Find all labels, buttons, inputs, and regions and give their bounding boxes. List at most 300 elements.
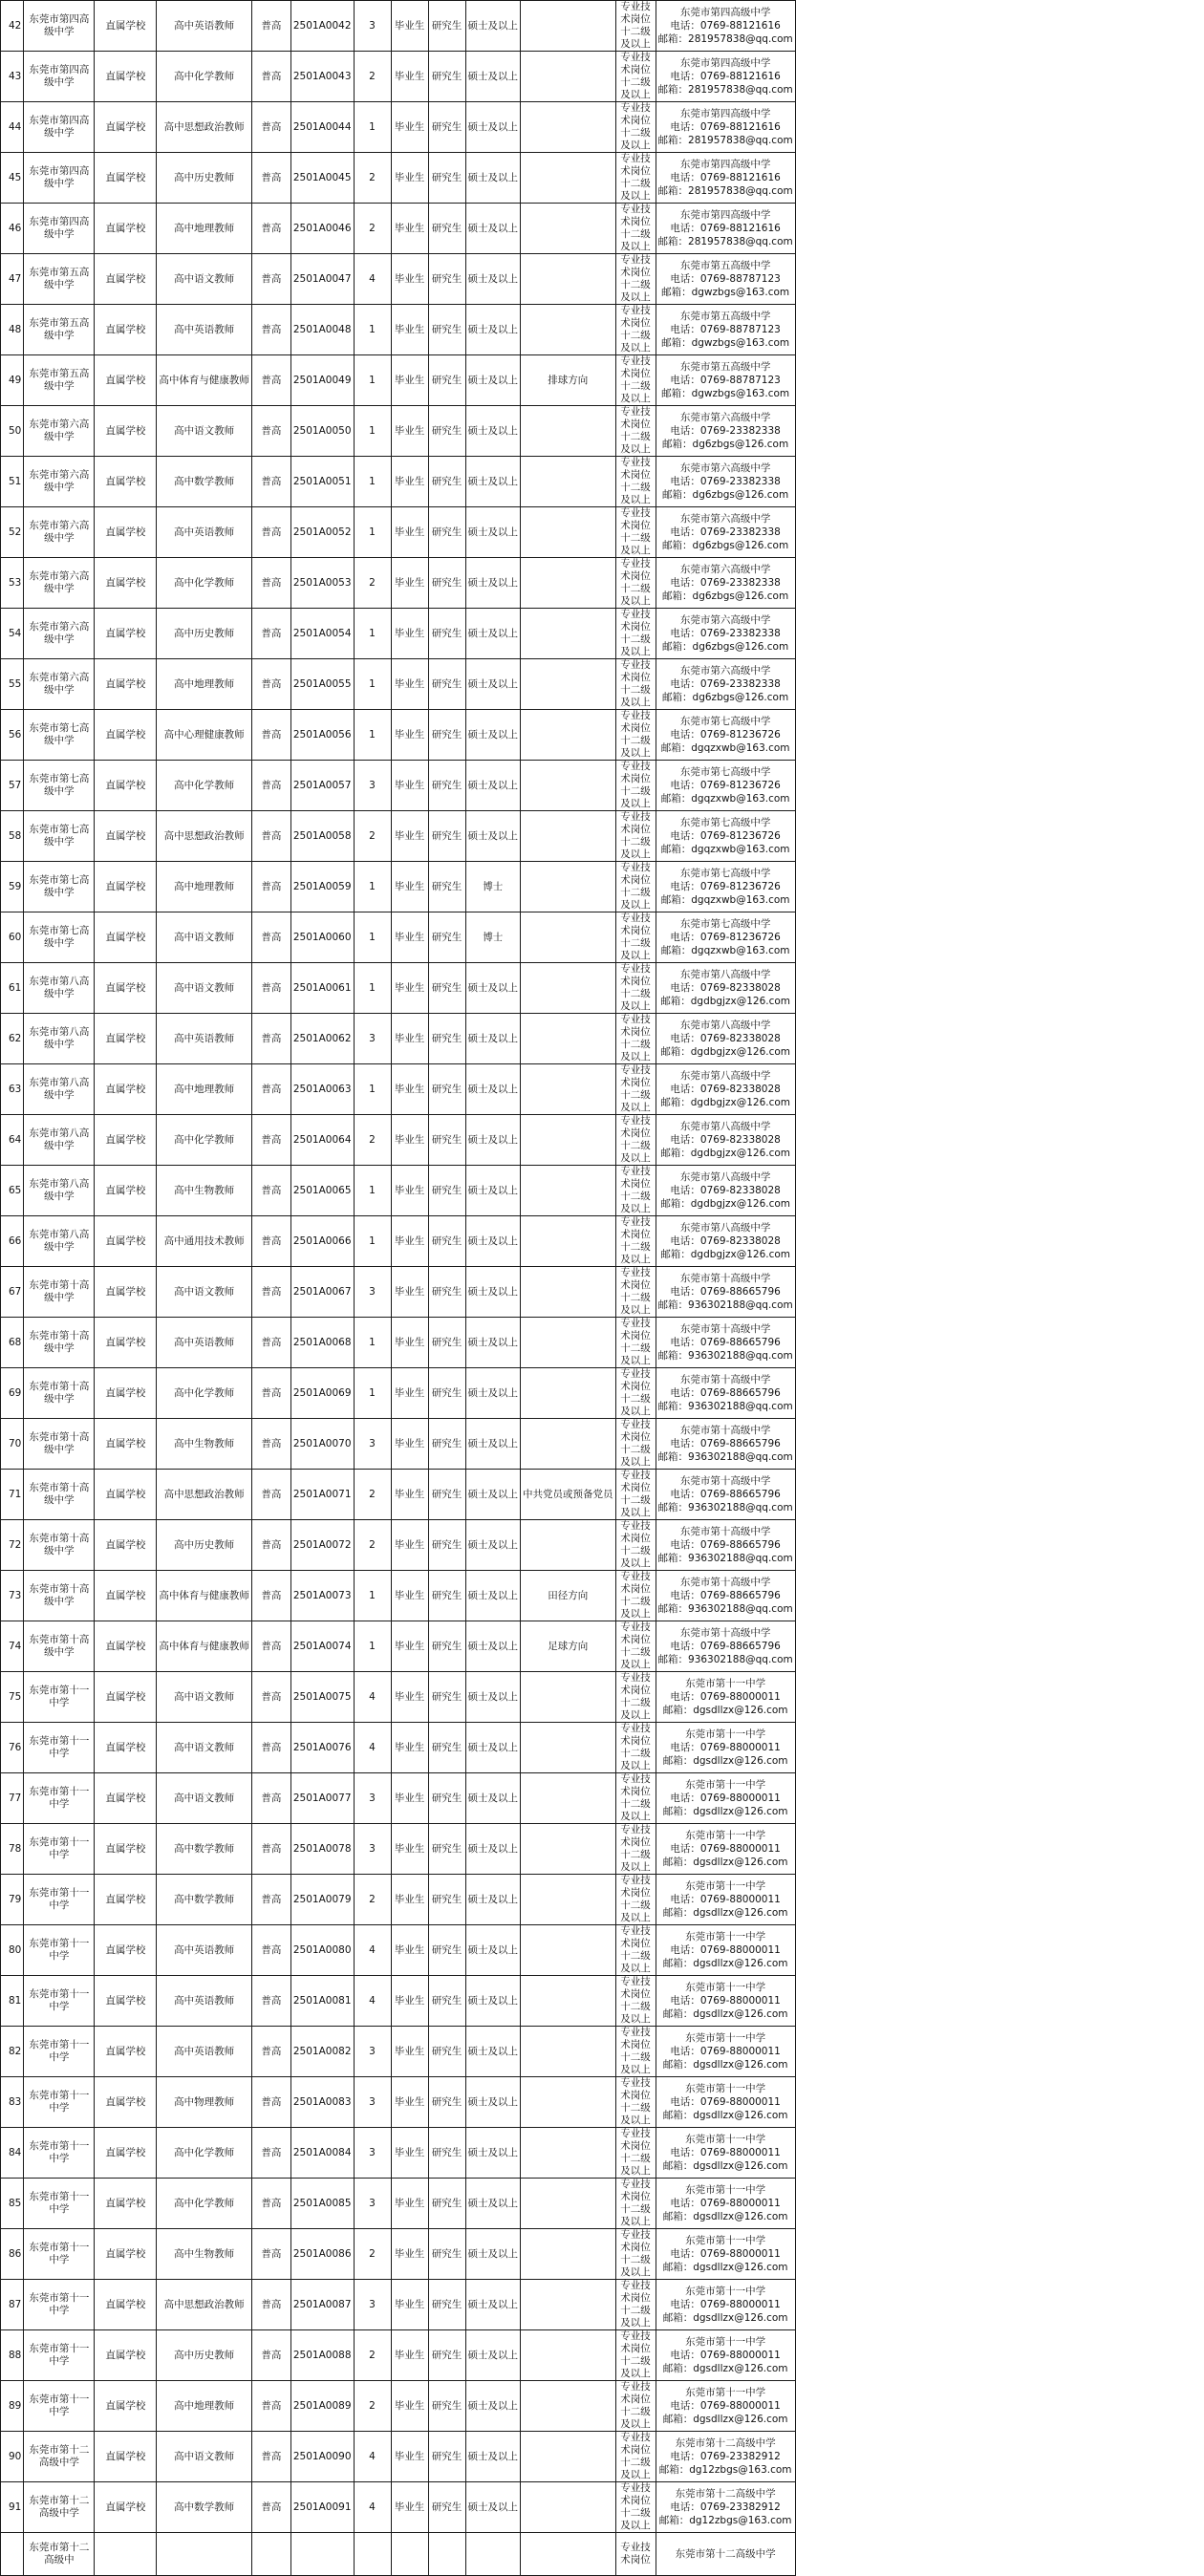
position-name: 高中生物教师 [157,2229,252,2280]
row-number: 90 [1,2432,24,2482]
contact-phone: 电话：0769-88000011 [670,1742,781,1753]
headcount: 2 [354,1115,391,1166]
school-level: 普高 [251,254,290,305]
contact-info [656,153,795,204]
row-number: 45 [1,153,24,204]
candidate-type: 毕业生 [391,153,428,204]
school-level: 普高 [251,204,290,254]
contact-email: 邮箱：dgsdllzx@126.com [662,1806,788,1817]
education: 研究生 [428,1115,465,1166]
headcount: 4 [354,1723,391,1773]
blank-column [795,1267,873,1318]
headcount: 1 [354,710,391,761]
school-type: 直属学校 [95,1064,157,1115]
contact-info [656,2533,795,2576]
contact-email: 邮箱：dgqzxwb@163.com [660,894,790,906]
position-code: 2501A0070 [290,1419,354,1470]
school-type: 直属学校 [95,1824,157,1875]
table-row [1,963,874,1014]
position-name: 高中地理教师 [157,204,252,254]
position-grade: 专业技术岗位十二级及以上 [615,862,656,912]
contact-email: 邮箱：281957838@qq.com [657,33,793,45]
row-number: 46 [1,204,24,254]
other-requirement: 田径方向 [521,1571,616,1621]
position-name: 高中历史教师 [157,153,252,204]
school-type: 直属学校 [95,862,157,912]
candidate-type: 毕业生 [391,2027,428,2077]
other-requirement [521,1875,616,1925]
contact-phone: 电话：0769-81236726 [670,729,781,741]
contact-phone: 电话：0769-23382338 [670,425,781,437]
school-type: 直属学校 [95,1368,157,1419]
contact-info [656,912,795,963]
position-code: 2501A0064 [290,1115,354,1166]
degree: 硕士及以上 [465,1875,521,1925]
candidate-type: 毕业生 [391,1672,428,1723]
contact-phone: 电话：0769-82338028 [670,1185,781,1196]
degree: 硕士及以上 [465,406,521,457]
other-requirement [521,2229,616,2280]
education: 研究生 [428,1267,465,1318]
contact-school: 东莞市第十高级中学 [679,1627,771,1639]
row-number: 81 [1,1976,24,2027]
education: 研究生 [428,710,465,761]
blank-column [795,2179,873,2229]
contact-school: 东莞市第四高级中学 [679,159,771,170]
education: 研究生 [428,254,465,305]
position-grade: 专业技术岗位十二级及以上 [615,2179,656,2229]
position-name: 高中历史教师 [157,2330,252,2381]
contact-phone: 电话：0769-88000011 [670,1792,781,1804]
contact-school: 东莞市第十高级中学 [679,1374,771,1385]
blank-column [795,558,873,609]
school-type: 直属学校 [95,2128,157,2179]
contact-info [656,1976,795,2027]
employer-name: 东莞市第十一中学 [24,2128,95,2179]
contact-email: 邮箱：281957838@qq.com [657,135,793,146]
contact-school: 东莞市第十一中学 [685,2336,766,2348]
table-row [1,1723,874,1773]
position-name: 高中历史教师 [157,609,252,659]
contact-school: 东莞市第八高级中学 [679,1070,771,1082]
contact-school: 东莞市第十一中学 [685,2134,766,2145]
position-name: 高中化学教师 [157,52,252,102]
degree: 硕士及以上 [465,2330,521,2381]
employer-name: 东莞市第十一中学 [24,2027,95,2077]
employer-name: 东莞市第十二高级中学 [24,2432,95,2482]
contact-info [656,2280,795,2330]
blank-column [795,1115,873,1166]
contact-phone: 电话：0769-88665796 [670,1286,781,1298]
candidate-type: 毕业生 [391,1267,428,1318]
headcount: 2 [354,2381,391,2432]
blank-column [795,1368,873,1419]
blank-column [795,2280,873,2330]
education: 研究生 [428,1014,465,1064]
headcount: 1 [354,912,391,963]
position-code: 2501A0050 [290,406,354,457]
contact-email: 邮箱：281957838@qq.com [657,84,793,96]
row-number: 61 [1,963,24,1014]
contact-school: 东莞市第十一中学 [685,1931,766,1943]
position-code: 2501A0072 [290,1520,354,1571]
contact-phone: 电话：0769-88000011 [670,2248,781,2260]
contact-info [656,507,795,558]
table-row [1,1773,874,1824]
row-number: 83 [1,2077,24,2128]
education: 研究生 [428,558,465,609]
table-row [1,1520,874,1571]
school-level [251,2533,290,2576]
school-level: 普高 [251,1773,290,1824]
table-row [1,305,874,355]
degree: 硕士及以上 [465,1,521,52]
position-grade: 专业技术岗位十二级及以上 [615,2280,656,2330]
position-name: 高中语文教师 [157,254,252,305]
contact-email: 邮箱：936302188@qq.com [657,1603,793,1615]
employer-name: 东莞市第八高级中学 [24,1115,95,1166]
contact-phone: 电话：0769-88000011 [670,2350,781,2361]
school-level: 普高 [251,1470,290,1520]
other-requirement: 中共党员或预备党员 [521,1470,616,1520]
headcount: 1 [354,1064,391,1115]
employer-name: 东莞市第八高级中学 [24,1064,95,1115]
position-grade: 专业技术岗位十二级及以上 [615,1115,656,1166]
education: 研究生 [428,457,465,507]
education: 研究生 [428,1470,465,1520]
blank-column [795,2128,873,2179]
position-name: 高中化学教师 [157,2128,252,2179]
position-grade: 专业技术岗位十二级及以上 [615,1672,656,1723]
row-number: 59 [1,862,24,912]
table-row [1,1216,874,1267]
degree: 硕士及以上 [465,1064,521,1115]
education: 研究生 [428,1925,465,1976]
table-row [1,254,874,305]
blank-column [795,1773,873,1824]
school-type [95,2533,157,2576]
candidate-type: 毕业生 [391,963,428,1014]
headcount: 2 [354,2330,391,2381]
contact-email: 邮箱：dgwzbgs@163.com [661,388,790,399]
other-requirement [521,2179,616,2229]
position-code: 2501A0043 [290,52,354,102]
contact-school: 东莞市第五高级中学 [679,260,771,271]
candidate-type: 毕业生 [391,305,428,355]
row-number: 57 [1,761,24,811]
position-grade: 专业技术岗位十二级及以上 [615,1368,656,1419]
degree: 博士 [465,862,521,912]
contact-email: 邮箱：dgdbgjzx@126.com [660,1097,791,1108]
candidate-type: 毕业生 [391,1,428,52]
contact-phone: 电话：0769-81236726 [670,780,781,791]
degree: 硕士及以上 [465,2482,521,2533]
blank-column [795,2432,873,2482]
table-row [1,2432,874,2482]
contact-phone: 电话：0769-88000011 [670,1894,781,1905]
contact-phone: 电话：0769-23382912 [670,2451,781,2462]
blank-column [795,862,873,912]
school-type: 直属学校 [95,2330,157,2381]
contact-school: 东莞市第七高级中学 [679,766,771,778]
degree: 硕士及以上 [465,1925,521,1976]
contact-email: 邮箱：dgdbgjzx@126.com [660,1249,791,1260]
degree: 硕士及以上 [465,1470,521,1520]
headcount: 2 [354,558,391,609]
other-requirement [521,811,616,862]
position-code: 2501A0055 [290,659,354,710]
position-code: 2501A0060 [290,912,354,963]
position-grade: 专业技术岗位十二级及以上 [615,912,656,963]
school-level: 普高 [251,2432,290,2482]
contact-email: 邮箱：dgdbgjzx@126.com [660,1148,791,1159]
school-type: 直属学校 [95,558,157,609]
position-code: 2501A0069 [290,1368,354,1419]
education: 研究生 [428,2027,465,2077]
degree: 硕士及以上 [465,1318,521,1368]
contact-info [656,254,795,305]
school-type: 直属学校 [95,2280,157,2330]
school-level: 普高 [251,761,290,811]
school-level: 普高 [251,2330,290,2381]
school-type: 直属学校 [95,204,157,254]
headcount: 4 [354,2432,391,2482]
contact-school: 东莞市第七高级中学 [679,817,771,828]
contact-phone: 电话：0769-88787123 [670,324,781,335]
contact-info [656,1925,795,1976]
position-code: 2501A0089 [290,2381,354,2432]
contact-email: 邮箱：dgsdllzx@126.com [662,2414,788,2425]
contact-phone: 电话：0769-81236726 [670,830,781,842]
other-requirement: 足球方向 [521,1621,616,1672]
employer-name: 东莞市第十一中学 [24,2229,95,2280]
employer-name: 东莞市第十高级中学 [24,1470,95,1520]
blank-column [795,2330,873,2381]
blank-column [795,1925,873,1976]
candidate-type: 毕业生 [391,1166,428,1216]
contact-phone: 电话：0769-88665796 [670,1590,781,1601]
contact-email: 邮箱：dg6zbgs@126.com [662,590,789,602]
position-code: 2501A0088 [290,2330,354,2381]
headcount: 3 [354,2280,391,2330]
school-level: 普高 [251,2381,290,2432]
education: 研究生 [428,305,465,355]
other-requirement [521,659,616,710]
candidate-type: 毕业生 [391,1824,428,1875]
degree: 硕士及以上 [465,2381,521,2432]
other-requirement [521,2482,616,2533]
other-requirement [521,2128,616,2179]
employer-name: 东莞市第十高级中学 [24,1520,95,1571]
blank-column [795,2229,873,2280]
candidate-type: 毕业生 [391,457,428,507]
position-name: 高中思想政治教师 [157,1470,252,1520]
position-grade: 专业技术岗位十二级及以上 [615,811,656,862]
contact-school: 东莞市第八高级中学 [679,1121,771,1132]
education: 研究生 [428,1976,465,2027]
school-type: 直属学校 [95,1267,157,1318]
employer-name: 东莞市第十二高级中 [24,2533,95,2576]
other-requirement [521,52,616,102]
candidate-type: 毕业生 [391,2381,428,2432]
candidate-type: 毕业生 [391,811,428,862]
degree: 硕士及以上 [465,558,521,609]
school-type: 直属学校 [95,1166,157,1216]
table-row [1,1571,874,1621]
row-number: 68 [1,1318,24,1368]
contact-school: 东莞市第七高级中学 [679,868,771,879]
other-requirement [521,1925,616,1976]
school-level: 普高 [251,1875,290,1925]
position-grade: 专业技术岗位十二级及以上 [615,1723,656,1773]
contact-school: 东莞市第十一中学 [685,1779,766,1791]
degree: 硕士及以上 [465,1166,521,1216]
table-row [1,355,874,406]
school-type: 直属学校 [95,406,157,457]
blank-column [795,153,873,204]
row-number: 55 [1,659,24,710]
degree: 硕士及以上 [465,1520,521,1571]
row-number: 74 [1,1621,24,1672]
position-grade: 专业技术岗位十二级及以上 [615,1014,656,1064]
school-level: 普高 [251,1976,290,2027]
contact-school: 东莞市第十高级中学 [679,1475,771,1487]
contact-phone: 电话：0769-88000011 [670,2147,781,2158]
school-type: 直属学校 [95,1014,157,1064]
headcount [354,2533,391,2576]
position-code: 2501A0066 [290,1216,354,1267]
degree: 硕士及以上 [465,1115,521,1166]
position-code: 2501A0062 [290,1014,354,1064]
row-number: 60 [1,912,24,963]
other-requirement [521,1064,616,1115]
row-number: 51 [1,457,24,507]
candidate-type: 毕业生 [391,710,428,761]
other-requirement [521,1976,616,2027]
row-number: 63 [1,1064,24,1115]
contact-phone: 电话：0769-88665796 [670,1387,781,1399]
degree: 硕士及以上 [465,1773,521,1824]
contact-school: 东莞市第十一中学 [685,1678,766,1689]
position-code: 2501A0065 [290,1166,354,1216]
school-type: 直属学校 [95,963,157,1014]
position-grade: 专业技术岗位十二级及以上 [615,558,656,609]
candidate-type: 毕业生 [391,1470,428,1520]
education: 研究生 [428,811,465,862]
contact-email: 邮箱：dgsdllzx@126.com [662,1857,788,1868]
school-level: 普高 [251,558,290,609]
employer-name: 东莞市第七高级中学 [24,862,95,912]
contact-school: 东莞市第十高级中学 [679,1577,771,1588]
school-level: 普高 [251,1368,290,1419]
other-requirement [521,2381,616,2432]
table-row [1,1925,874,1976]
employer-name: 东莞市第十一中学 [24,1723,95,1773]
row-number: 84 [1,2128,24,2179]
position-code: 2501A0054 [290,609,354,659]
education: 研究生 [428,1216,465,1267]
other-requirement [521,862,616,912]
table-row [1,102,874,153]
position-grade: 专业技术岗位十二级及以上 [615,1520,656,1571]
contact-school: 东莞市第八高级中学 [679,1020,771,1031]
position-name: 高中英语教师 [157,2027,252,2077]
contact-email: 邮箱：dgsdllzx@126.com [662,2363,788,2374]
education: 研究生 [428,659,465,710]
education: 研究生 [428,153,465,204]
contact-phone: 电话：0769-82338028 [670,1033,781,1044]
blank-column [795,204,873,254]
row-number: 50 [1,406,24,457]
row-number: 53 [1,558,24,609]
position-code: 2501A0085 [290,2179,354,2229]
contact-school: 东莞市第十二高级中学 [675,2488,776,2500]
education: 研究生 [428,1773,465,1824]
school-type: 直属学校 [95,2229,157,2280]
other-requirement [521,102,616,153]
employer-name: 东莞市第五高级中学 [24,305,95,355]
row-number: 64 [1,1115,24,1166]
table-row [1,52,874,102]
contact-info [656,102,795,153]
candidate-type: 毕业生 [391,2330,428,2381]
position-grade: 专业技术岗位十二级及以上 [615,305,656,355]
employer-name: 东莞市第十高级中学 [24,1368,95,1419]
blank-column [795,1723,873,1773]
contact-school: 东莞市第十二高级中学 [675,2437,776,2449]
headcount: 1 [354,355,391,406]
degree: 硕士及以上 [465,1723,521,1773]
school-level: 普高 [251,2179,290,2229]
employer-name: 东莞市第四高级中学 [24,52,95,102]
other-requirement [521,1723,616,1773]
contact-school: 东莞市第八高级中学 [679,1222,771,1234]
row-number: 71 [1,1470,24,1520]
school-type: 直属学校 [95,1,157,52]
headcount: 1 [354,305,391,355]
degree: 硕士及以上 [465,153,521,204]
row-number: 43 [1,52,24,102]
headcount: 3 [354,1014,391,1064]
position-name: 高中数学教师 [157,457,252,507]
position-grade: 专业技术岗位十二级及以上 [615,659,656,710]
table-row [1,2229,874,2280]
table-row [1,1824,874,1875]
row-number: 58 [1,811,24,862]
position-code: 2501A0056 [290,710,354,761]
position-grade: 专业技术岗位十二级及以上 [615,1064,656,1115]
position-grade: 专业技术岗位十二级及以上 [615,1875,656,1925]
blank-column [795,2027,873,2077]
position-code: 2501A0057 [290,761,354,811]
headcount: 3 [354,1419,391,1470]
headcount: 1 [354,507,391,558]
position-grade: 专业技术岗位十二级及以上 [615,254,656,305]
position-code: 2501A0061 [290,963,354,1014]
employer-name: 东莞市第十一中学 [24,2077,95,2128]
position-grade: 专业技术岗位十二级及以上 [615,1419,656,1470]
education: 研究生 [428,1672,465,1723]
contact-info [656,1773,795,1824]
contact-school: 东莞市第十一中学 [685,2387,766,2398]
other-requirement [521,1520,616,1571]
headcount: 1 [354,1621,391,1672]
position-code: 2501A0052 [290,507,354,558]
contact-info [656,862,795,912]
school-type: 直属学校 [95,1672,157,1723]
position-code: 2501A0044 [290,102,354,153]
contact-phone: 电话：0769-88665796 [670,1641,781,1652]
